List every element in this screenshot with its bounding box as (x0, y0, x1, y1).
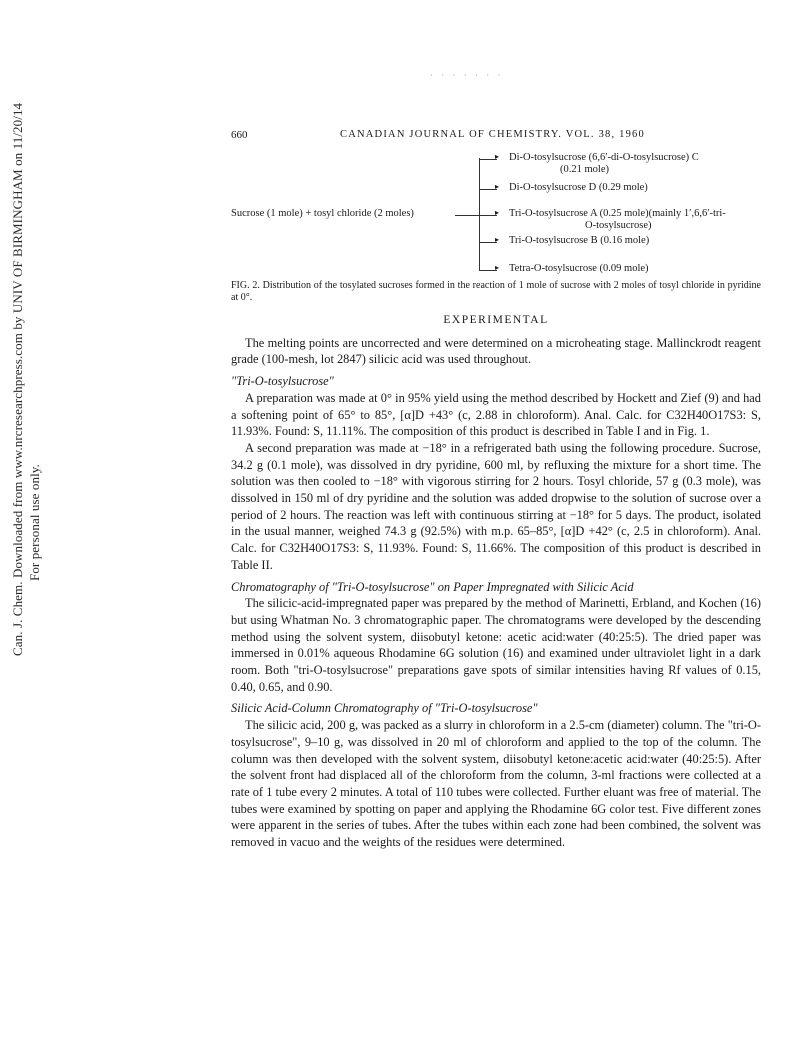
arrow-icon: ▸ (495, 235, 500, 244)
arrow-icon: ▸ (495, 182, 500, 191)
product-1: Di-O-tosylsucrose (6,6′-di-O-tosylsucrose) C (509, 152, 699, 163)
paragraph-paper-chromatography: The silicic-acid-impregnated paper was prepared by the method of Marinetti, Erbland, and Kochen (16) but using Whatman No. 3 chromatographic paper. The chromatograms were developed by the descending method using the solvent system, diisobutyl ketone: acetic acid:water (40:25:5). The dried paper was immersed in 0.01% aqueous Rhodamine 6G solution (16) and examined under ultraviolet light in a dark room. Both "tri-O-tosylsucrose" preparations gave spots of similar intensities having Rf values of 0.15, 0.40, 0.65, and 0.90. (231, 596, 761, 694)
scheme-reactant: Sucrose (1 mole) + tosyl chloride (2 moles) (231, 208, 414, 219)
article-body (231, 312, 761, 851)
product-5: Tetra-O-tosylsucrose (0.09 mole) (509, 263, 649, 274)
arrow-icon: ▸ (495, 263, 500, 272)
section-title-column-chromatography: Silicic Acid-Column Chromatography of "Tri-O-tosylsucrose" (231, 701, 538, 716)
arrow-icon: ▸ (495, 208, 500, 217)
figure-caption: FIG. 2. Distribution of the tosylated sucroses formed in the reaction of 1 mole of sucrose with 2 moles of tosyl chloride in pyridine at 0°. (231, 280, 761, 303)
paragraph-column-chromatography: The silicic acid, 200 g, was packed as a slurry in chloroform in a 2.5-cm (diameter) column. The "tri-O-tosylsucrose", 9–10 g, was dissolved in 20 ml of chloroform and applied to the top of the column. The column was then developed with the solvent system, diisobutyl ketone:acetic acid:water (40:25:5). After the solvent front had displaced all of the chloroform from the column, 3-ml fractions were collected at a rate of 1 tube every 2 minutes. A total of 110 tubes were collected. Further eluant was free of material. The tubes were examined by spotting on paper and applying the Rhodamine 6G color test. Five different zones were apparent in the series of tubes. After the tubes within each zone had been combined, the solvent was removed in vacuo and the weights of the residues were determined. (231, 718, 761, 850)
section-title-paper-chromatography: Chromatography of "Tri-O-tosylsucrose" on Paper Impregnated with Silicic Acid (231, 579, 634, 594)
download-notice-line2: For personal use only. (27, 464, 42, 581)
scheme-branch-line (479, 158, 480, 270)
page-number: 660 (231, 129, 248, 141)
product-3: Tri-O-tosylsucrose A (0.25 mole)(mainly 1′,6,6′-tri- (509, 208, 726, 219)
product-4: Tri-O-tosylsucrose B (0.16 mole) (509, 235, 650, 246)
product-2: Di-O-tosylsucrose D (0.29 mole) (509, 182, 648, 193)
paragraph-second-preparation: A second preparation was made at −18° in a refrigerated bath using the following procedure. Sucrose, 34.2 g (0.1 mole), was dissolved in dry pyridine, 600 ml, by refluxing the mixture for a short time. The solution was then cooled to −18° with vigorous stirring for 2 hours. Tosyl chloride, 57 g (0.3 mole), was dissolved in 150 ml of dry pyridine and the solution was added dropwise to the solution of sucrose over a period of 2 hours. The reaction was left with continuous stirring at −18° for 5 days. The product, isolated in the usual manner, weighed 74.3 g (92.5%) with m.p. 65–85°, [α]D +42° (c, 2.5 in chloroform). Anal. Calc. for C32H40O17S3: S, 11.93%. Found: S, 11.66%. The composition of this product is described in Table II. (231, 440, 761, 572)
section-title-tri-o-tosylsucrose: "Tri-O-tosylsucrose" (231, 374, 334, 389)
running-head: CANADIAN JOURNAL OF CHEMISTRY. VOL. 38, 1960 (340, 129, 645, 140)
download-notice-line1: Can. J. Chem. Downloaded from www.nrcresearchpress.com by UNIV OF BIRMINGHAM on 11/20/14 (10, 102, 25, 656)
product-3-sub: O-tosylsucrose) (585, 220, 652, 231)
paragraph-first-preparation: A preparation was made at 0° in 95% yield using the method described by Hockett and Zief (9) and had a softening point of 65° to 85°, [α]D +43° (c, 2.88 in chloroform). Anal. Calc. for C32H40O17S3: S, 11.93%. Found: S, 11.11%. The composition of this product is described in Table I and in Fig. 1. (231, 390, 761, 439)
intro-paragraph: The melting points are uncorrected and were determined on a microheating stage. Mallinckrodt reagent grade (100-mesh, lot 2847) silicic acid was used throughout. (231, 335, 761, 367)
reactant-arrow-line (455, 215, 479, 216)
page-header (0, 129, 812, 145)
product-1-sub: (0.21 mole) (560, 164, 609, 175)
arrow-icon: ▸ (495, 152, 500, 161)
section-heading-experimental: EXPERIMENTAL (443, 314, 549, 326)
scan-artifact: · · · · · · · (430, 70, 504, 80)
reaction-scheme (0, 150, 812, 280)
